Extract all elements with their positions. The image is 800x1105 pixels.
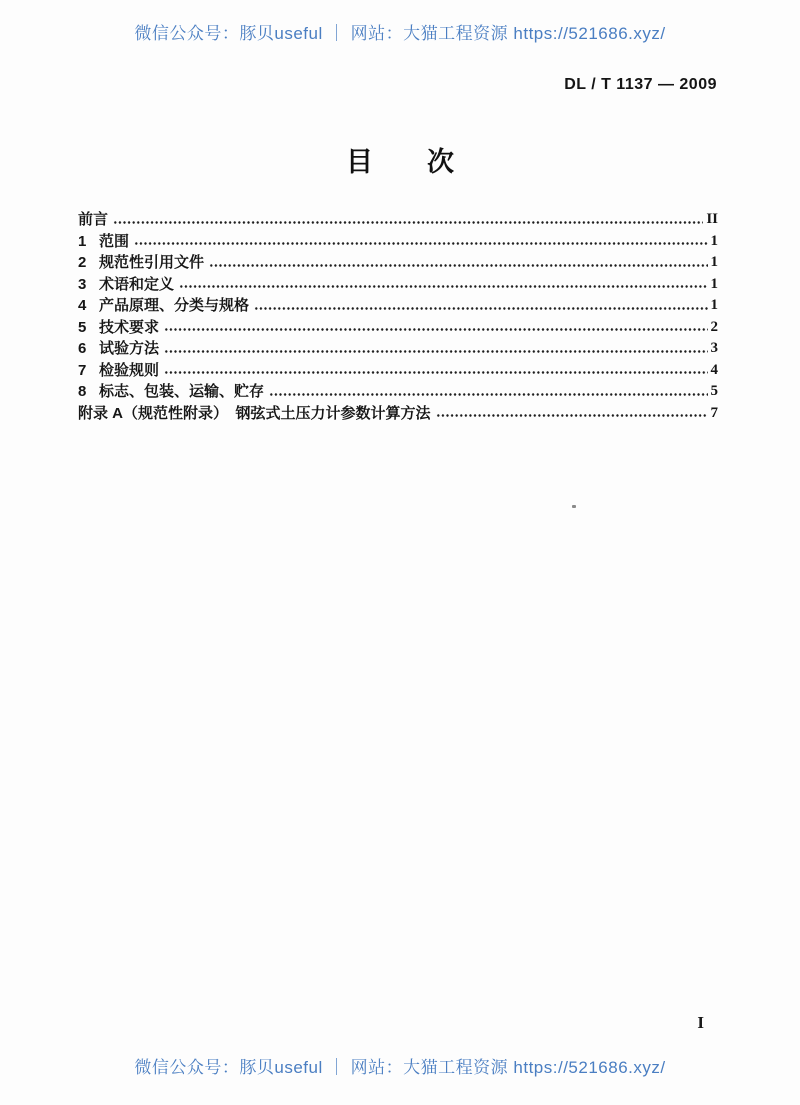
toc-entry-title: 标志、包装、运输、贮存: [99, 383, 265, 400]
dot-leader: [134, 231, 707, 253]
toc-entry-page: 1: [710, 254, 718, 270]
toc-entry-page: 1: [710, 232, 718, 249]
toc-entry-page: 1: [710, 275, 718, 292]
watermark-top: 微信公众号：豚贝useful ｜ 网站：大猫工程资源 https://521686.xyz/: [134, 24, 666, 43]
toc-row: [78, 231, 718, 253]
toc-entry-page: II: [706, 211, 718, 227]
toc-row: [78, 252, 718, 274]
dot-leader: [164, 360, 707, 382]
toc-entry-title: 技术要求: [99, 318, 160, 336]
toc-entry-title: 范围: [99, 232, 130, 250]
doc-number: DL / T 1137 — 2009: [564, 76, 717, 93]
toc-entry-number: 7: [78, 361, 87, 379]
dot-leader: [254, 295, 707, 317]
toc-row: [78, 295, 718, 317]
toc-row: [78, 274, 718, 296]
toc-entry-number: 2: [78, 254, 87, 271]
toc-entry-title: 产品原理、分类与规格: [99, 297, 250, 314]
toc-entry-page: 2: [710, 318, 718, 335]
toc-entry-number: 1: [78, 232, 87, 250]
toc-row: [78, 381, 718, 403]
toc-entry-title: 规范性引用文件: [99, 254, 205, 271]
dot-leader: [179, 274, 707, 296]
toc-entry-title: 检验规则: [99, 361, 160, 379]
scan-artifact-dot: [572, 505, 576, 508]
toc-entry-number: 6: [78, 340, 87, 357]
dot-leader: [436, 403, 708, 425]
toc-entry-page: 3: [710, 340, 718, 356]
toc-row: [78, 360, 718, 382]
toc-entry-page: 5: [710, 383, 718, 399]
toc-entry-number: 5: [78, 318, 87, 336]
toc-entry-page: 4: [710, 361, 718, 378]
dot-leader: [164, 317, 707, 339]
page-title: 目 次: [346, 147, 454, 177]
dot-leader: [164, 338, 707, 360]
table-of-contents: [78, 209, 718, 424]
dot-leader: [209, 252, 707, 274]
toc-row: [78, 403, 718, 425]
toc-row: [78, 209, 718, 231]
watermark-bottom: 微信公众号：豚贝useful ｜ 网站：大猫工程资源 https://521686.xyz/: [134, 1058, 666, 1077]
page-number: I: [697, 1013, 704, 1032]
toc-entry-title: 附录 A（规范性附录） 钢弦式土压力计参数计算方法: [78, 404, 431, 422]
toc-entry-title: 前言: [78, 211, 109, 228]
dot-leader: [113, 209, 703, 231]
toc-row: [78, 338, 718, 360]
toc-entry-title: 术语和定义: [99, 275, 175, 293]
toc-entry-title: 试验方法: [99, 340, 160, 357]
dot-leader: [269, 381, 707, 403]
toc-row: [78, 317, 718, 339]
toc-entry-page: 1: [710, 297, 718, 313]
toc-entry-page: 7: [710, 404, 718, 421]
toc-entry-number: 4: [78, 297, 87, 314]
toc-entry-number: 3: [78, 275, 87, 293]
toc-entry-number: 8: [78, 383, 87, 400]
